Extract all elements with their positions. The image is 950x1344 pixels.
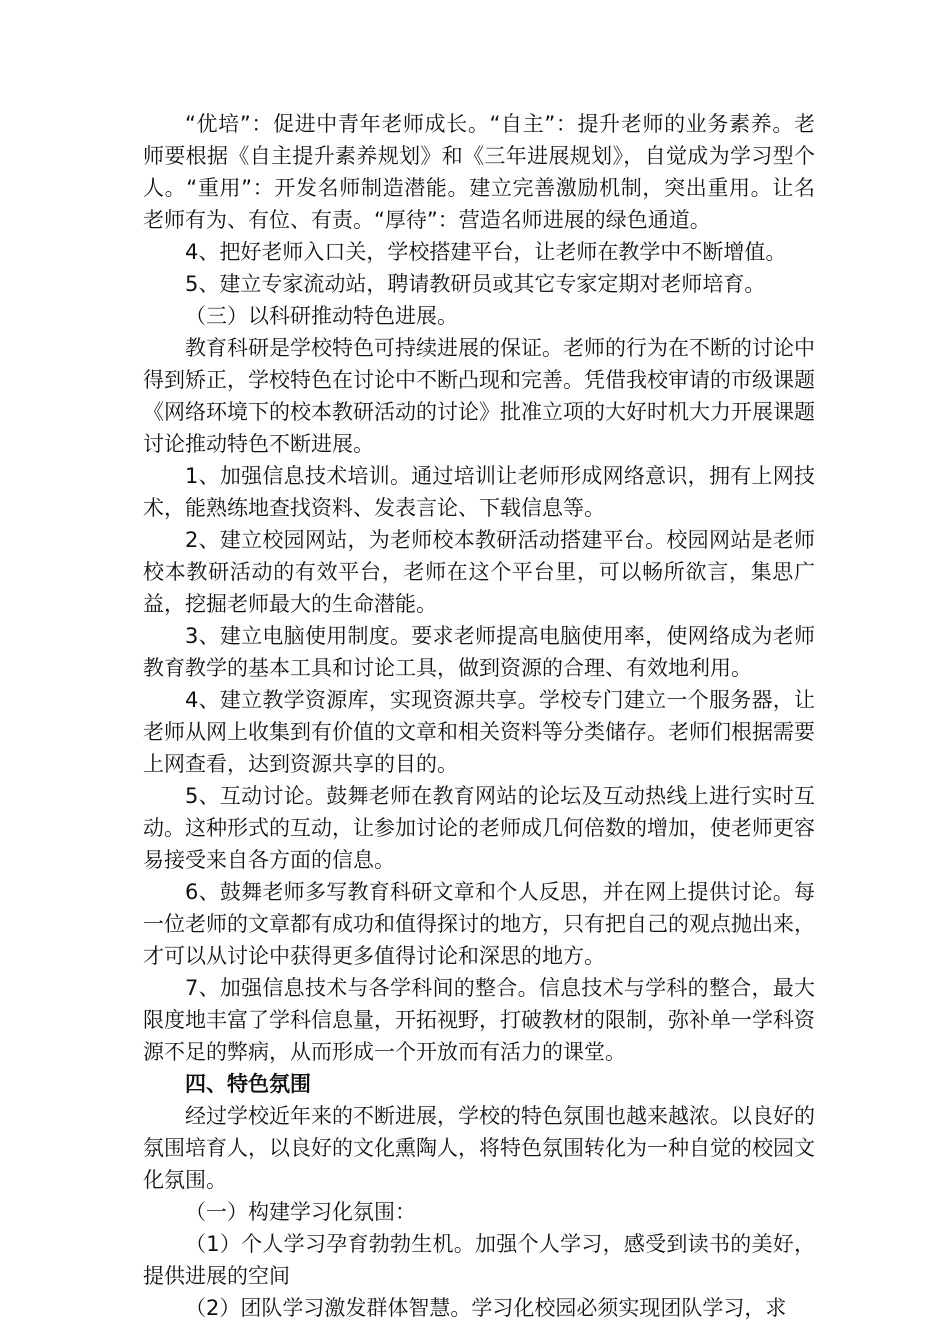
paragraph-team-learning: （2）团队学习激发群体智慧。学习化校园必须实现团队学习，求 bbox=[185, 1296, 787, 1320]
paragraph-item-4-entry: 4、把好老师入口关，学校搭建平台，让老师在教学中不断增值。 bbox=[185, 240, 787, 264]
paragraph-youpei: “优培”：促进中青年老师成长。“自主”：提升老师的业务素养。老师要根据《自主提升素养规划》和《三年进展规划》，自觉成为学习型个人。“重用”：开发名师制造潜能。建立完善激励机制，突出重用。让名老师有为、有位、有责。“厚待”：营造名师进展的绿色通道。 bbox=[143, 112, 815, 232]
paragraph-item-6-writing: 6、鼓舞老师多写教育科研文章和个人反思，并在网上提供讨论。每一位老师的文章都有成功和值得探讨的地方，只有把自己的观点抛出来，才可以从讨论中获得更多值得讨论和深思的地方。 bbox=[143, 880, 815, 968]
paragraph-item-5-expert: 5、建立专家流动站，聘请教研员或其它专家定期对老师培育。 bbox=[185, 272, 766, 296]
paragraph-individual-learning: （1）个人学习孕育勃勃生机。加强个人学习，感受到读书的美好，提供进展的空间 bbox=[143, 1232, 815, 1288]
paragraph-item-2-website: 2、建立校园网站，为老师校本教研活动搭建平台。校园网站是老师校本教研活动的有效平台，老师在这个平台里，可以畅所欲言，集思广益，挖掘老师最大的生命潜能。 bbox=[143, 528, 815, 616]
paragraph-research-intro: 教育科研是学校特色可持续进展的保证。老师的行为在不断的讨论中得到矫正，学校特色在讨论中不断凸现和完善。凭借我校审请的市级课题《网络环境下的校本教研活动的讨论》批准立项的大好时机大力开展课题讨论推动特色不断进展。 bbox=[143, 336, 815, 456]
paragraph-item-1-training: 1、加强信息技术培训。通过培训让老师形成网络意识，拥有上网技术，能熟练地查找资料、发表言论、下载信息等。 bbox=[143, 464, 815, 520]
subheading-research: （三）以科研推动特色进展。 bbox=[185, 304, 458, 328]
section-heading-atmosphere: 四、特色氛围 bbox=[185, 1072, 311, 1096]
paragraph-item-7-integration: 7、加强信息技术与各学科间的整合。信息技术与学科的整合，最大限度地丰富了学科信息量，开拓视野，打破教材的限制，弥补单一学科资源不足的弊病，从而形成一个开放而有活力的课堂。 bbox=[143, 976, 815, 1064]
subheading-learning-atmosphere: （一）构建学习化氛围： bbox=[185, 1200, 416, 1224]
paragraph-item-5-interaction: 5、互动讨论。鼓舞老师在教育网站的论坛及互动热线上进行实时互动。这种形式的互动，让参加讨论的老师成几何倍数的增加，使老师更容易接受来自各方面的信息。 bbox=[143, 784, 815, 872]
document-page bbox=[143, 108, 815, 1324]
paragraph-item-3-computer: 3、建立电脑使用制度。要求老师提高电脑使用率，使网络成为老师教育教学的基本工具和讨论工具，做到资源的合理、有效地利用。 bbox=[143, 624, 815, 680]
paragraph-atmosphere-intro: 经过学校近年来的不断进展，学校的特色氛围也越来越浓。以良好的氛围培育人，以良好的文化熏陶人，将特色氛围转化为一种自觉的校园文化氛围。 bbox=[143, 1104, 815, 1192]
paragraph-item-4-resources: 4、建立教学资源库，实现资源共享。学校专门建立一个服务器，让老师从网上收集到有价值的文章和相关资料等分类储存。老师们根据需要上网查看，达到资源共享的目的。 bbox=[143, 688, 815, 776]
